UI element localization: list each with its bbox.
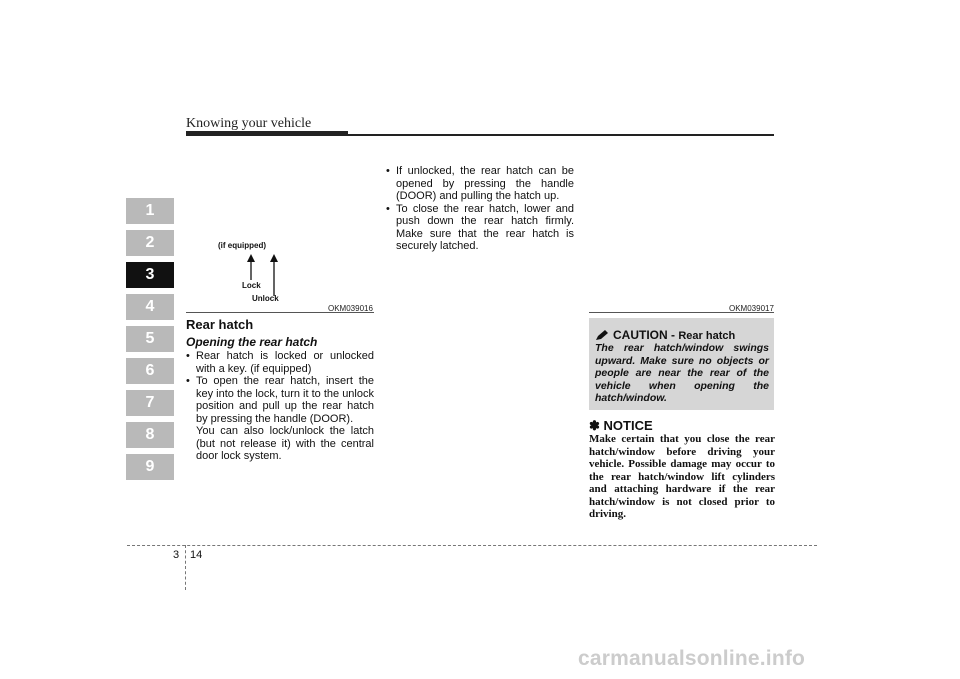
section-heading: Rear hatch [186, 317, 254, 332]
chapter-tab-label: 7 [145, 394, 155, 411]
chapter-tab-1[interactable] [126, 198, 174, 224]
caution-topic: Rear hatch [678, 330, 736, 342]
label-lock: Lock [242, 281, 261, 290]
bullet-item: • To open the rear hatch, insert the key into the lock, turn it to the unlock position and pull up the rear hatch by pressing the handle (DOOR). [186, 375, 374, 425]
chapter-tab-4[interactable] [126, 294, 174, 320]
chapter-tab-label: 4 [145, 298, 155, 315]
page-header-title: Knowing your vehicle [186, 116, 312, 131]
label-if-equipped: (if equipped) [218, 241, 266, 250]
notice-label: NOTICE [603, 418, 653, 433]
chapter-tab-9[interactable] [126, 454, 174, 480]
notice-heading [589, 418, 653, 434]
footer-rule [127, 545, 817, 546]
header-accent-bar [186, 131, 348, 136]
chapter-tab-label: 3 [145, 266, 155, 283]
bullet-item: • Rear hatch is locked or unlocked with a key. (if equipped) [186, 350, 374, 375]
left-column-body [186, 350, 374, 463]
footer-page-number: 14 [190, 549, 203, 561]
chapter-tab-label: 8 [145, 426, 155, 443]
chapter-tab-8[interactable] [126, 422, 174, 448]
footer-chapter-number: 3 [173, 549, 180, 561]
notice-text: Make certain that you close the rear hatch/window before driving your vehicle. Possible damage may occur to the rear hatch/window lift cylinders and attaching hardware if the rear hatch/window is not closed prior to driving. [589, 433, 775, 520]
chapter-tab-2[interactable] [126, 230, 174, 256]
lock-unlock-arrows-illustration [186, 150, 374, 312]
caution-label: CAUTION - [613, 328, 675, 342]
chapter-tab-label: 1 [145, 202, 155, 219]
chapter-tab-3[interactable] [126, 262, 174, 288]
chapter-tab-label: 2 [145, 234, 155, 251]
watermark: carmanualsonline.info [578, 647, 806, 670]
asterisk-icon: ✽ [589, 418, 600, 433]
figure-code-left: OKM039016 [328, 304, 373, 313]
bullet-item: • To close the rear hatch, lower and push down the rear hatch firmly. Make sure that the rear hatch is securely latched. [386, 203, 574, 253]
section-subheading: Opening the rear hatch [186, 335, 318, 349]
chapter-tab-5[interactable] [126, 326, 174, 352]
chapter-tab-6[interactable] [126, 358, 174, 384]
chapter-tab-label: 9 [145, 458, 155, 475]
paragraph: You can also lock/unlock the latch (but not release it) with the central door lock system. [196, 425, 374, 462]
figure-code-right: OKM039017 [729, 304, 774, 313]
figure-rear-hatch-lock [186, 150, 374, 312]
footer-vertical-rule [185, 545, 186, 590]
caution-box [589, 318, 774, 410]
chapter-tab-label: 6 [145, 362, 155, 379]
chapter-tab-label: 5 [145, 330, 155, 347]
caution-text: The rear hatch/window swings upward. Make sure no objects or people are near the rear of the vehicle when opening the hatch/window. [595, 342, 769, 404]
chapter-tab-7[interactable] [126, 390, 174, 416]
right-column-body [386, 165, 574, 253]
label-unlock: Unlock [252, 294, 279, 303]
bullet-item: • If unlocked, the rear hatch can be opened by pressing the handle (DOOR) and pulling the hatch up. [386, 165, 574, 203]
